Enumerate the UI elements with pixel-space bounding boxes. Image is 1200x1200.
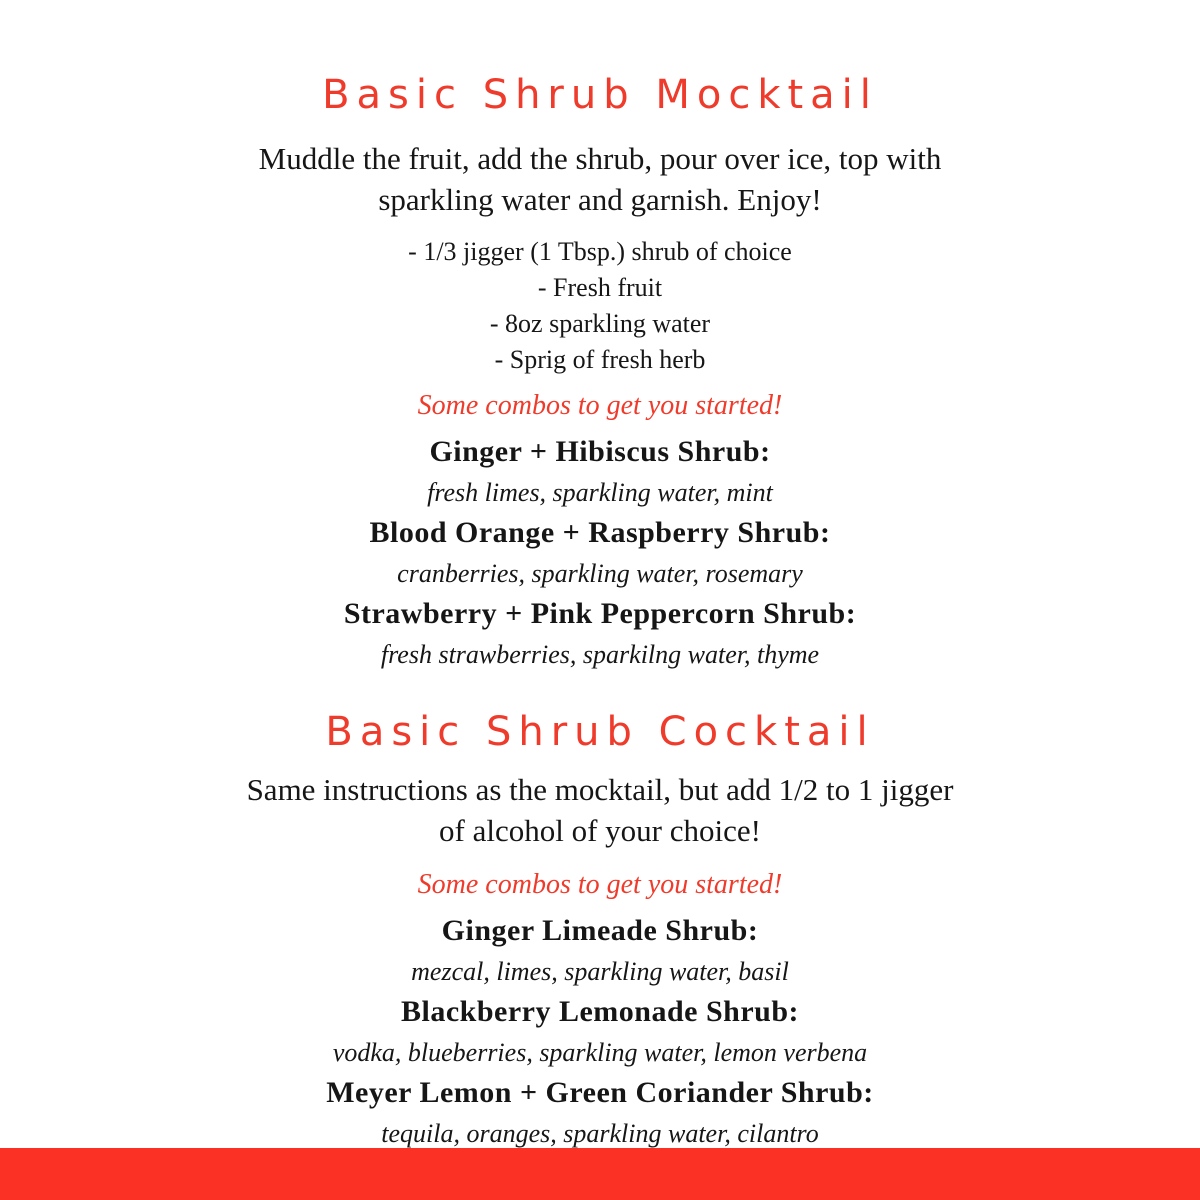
mocktail-instructions: Muddle the fruit, add the shrub, pour over ice, top with sparkling water and garnish. Enjoy! [258,141,942,217]
combo-name: Blood Orange + Raspberry Shrub: [369,516,831,549]
combo-detail: fresh limes, sparkling water, mint [427,478,773,507]
combo-detail: fresh strawberries, sparkilng water, thyme [380,640,820,669]
combo-detail: mezcal, limes, sparkling water, basil [411,957,789,986]
mocktail-ingredient-list [0,234,1200,378]
mocktail-section [0,72,1200,675]
mocktail-combos-heading: Some combos to get you started! [417,390,783,421]
combo-item [0,1073,1200,1154]
footer-accent-bar [0,1148,1200,1200]
ingredient-item: - 1/3 jigger (1 Tbsp.) shrub of choice [408,237,792,266]
combo-item [0,911,1200,992]
cocktail-combos-heading: Some combos to get you started! [417,869,783,900]
ingredient-item: - Fresh fruit [537,273,663,302]
cocktail-instructions: Same instructions as the mocktail, but add 1/2 to 1 jigger of alcohol of your choice! [246,772,954,848]
ingredient-item: - Sprig of fresh herb [494,345,706,374]
cocktail-title: Basic Shrub Cocktail [325,709,875,755]
combo-item [0,594,1200,675]
combo-item [0,992,1200,1073]
cocktail-section [0,709,1200,1154]
combo-name: Meyer Lemon + Green Coriander Shrub: [326,1076,874,1109]
ingredient-item: - 8oz sparkling water [489,309,711,338]
combo-detail: vodka, blueberries, sparkling water, lemon verbena [332,1038,868,1067]
combo-name: Ginger Limeade Shrub: [441,914,759,947]
combo-detail: cranberries, sparkling water, rosemary [397,559,803,588]
combo-name: Ginger + Hibiscus Shrub: [429,435,771,468]
combo-name: Strawberry + Pink Peppercorn Shrub: [343,597,857,630]
mocktail-title: Basic Shrub Mocktail [322,72,878,118]
combo-item [0,432,1200,513]
combo-detail: tequila, oranges, sparkling water, cilantro [381,1119,819,1148]
combo-item [0,513,1200,594]
combo-name: Blackberry Lemonade Shrub: [400,995,800,1028]
